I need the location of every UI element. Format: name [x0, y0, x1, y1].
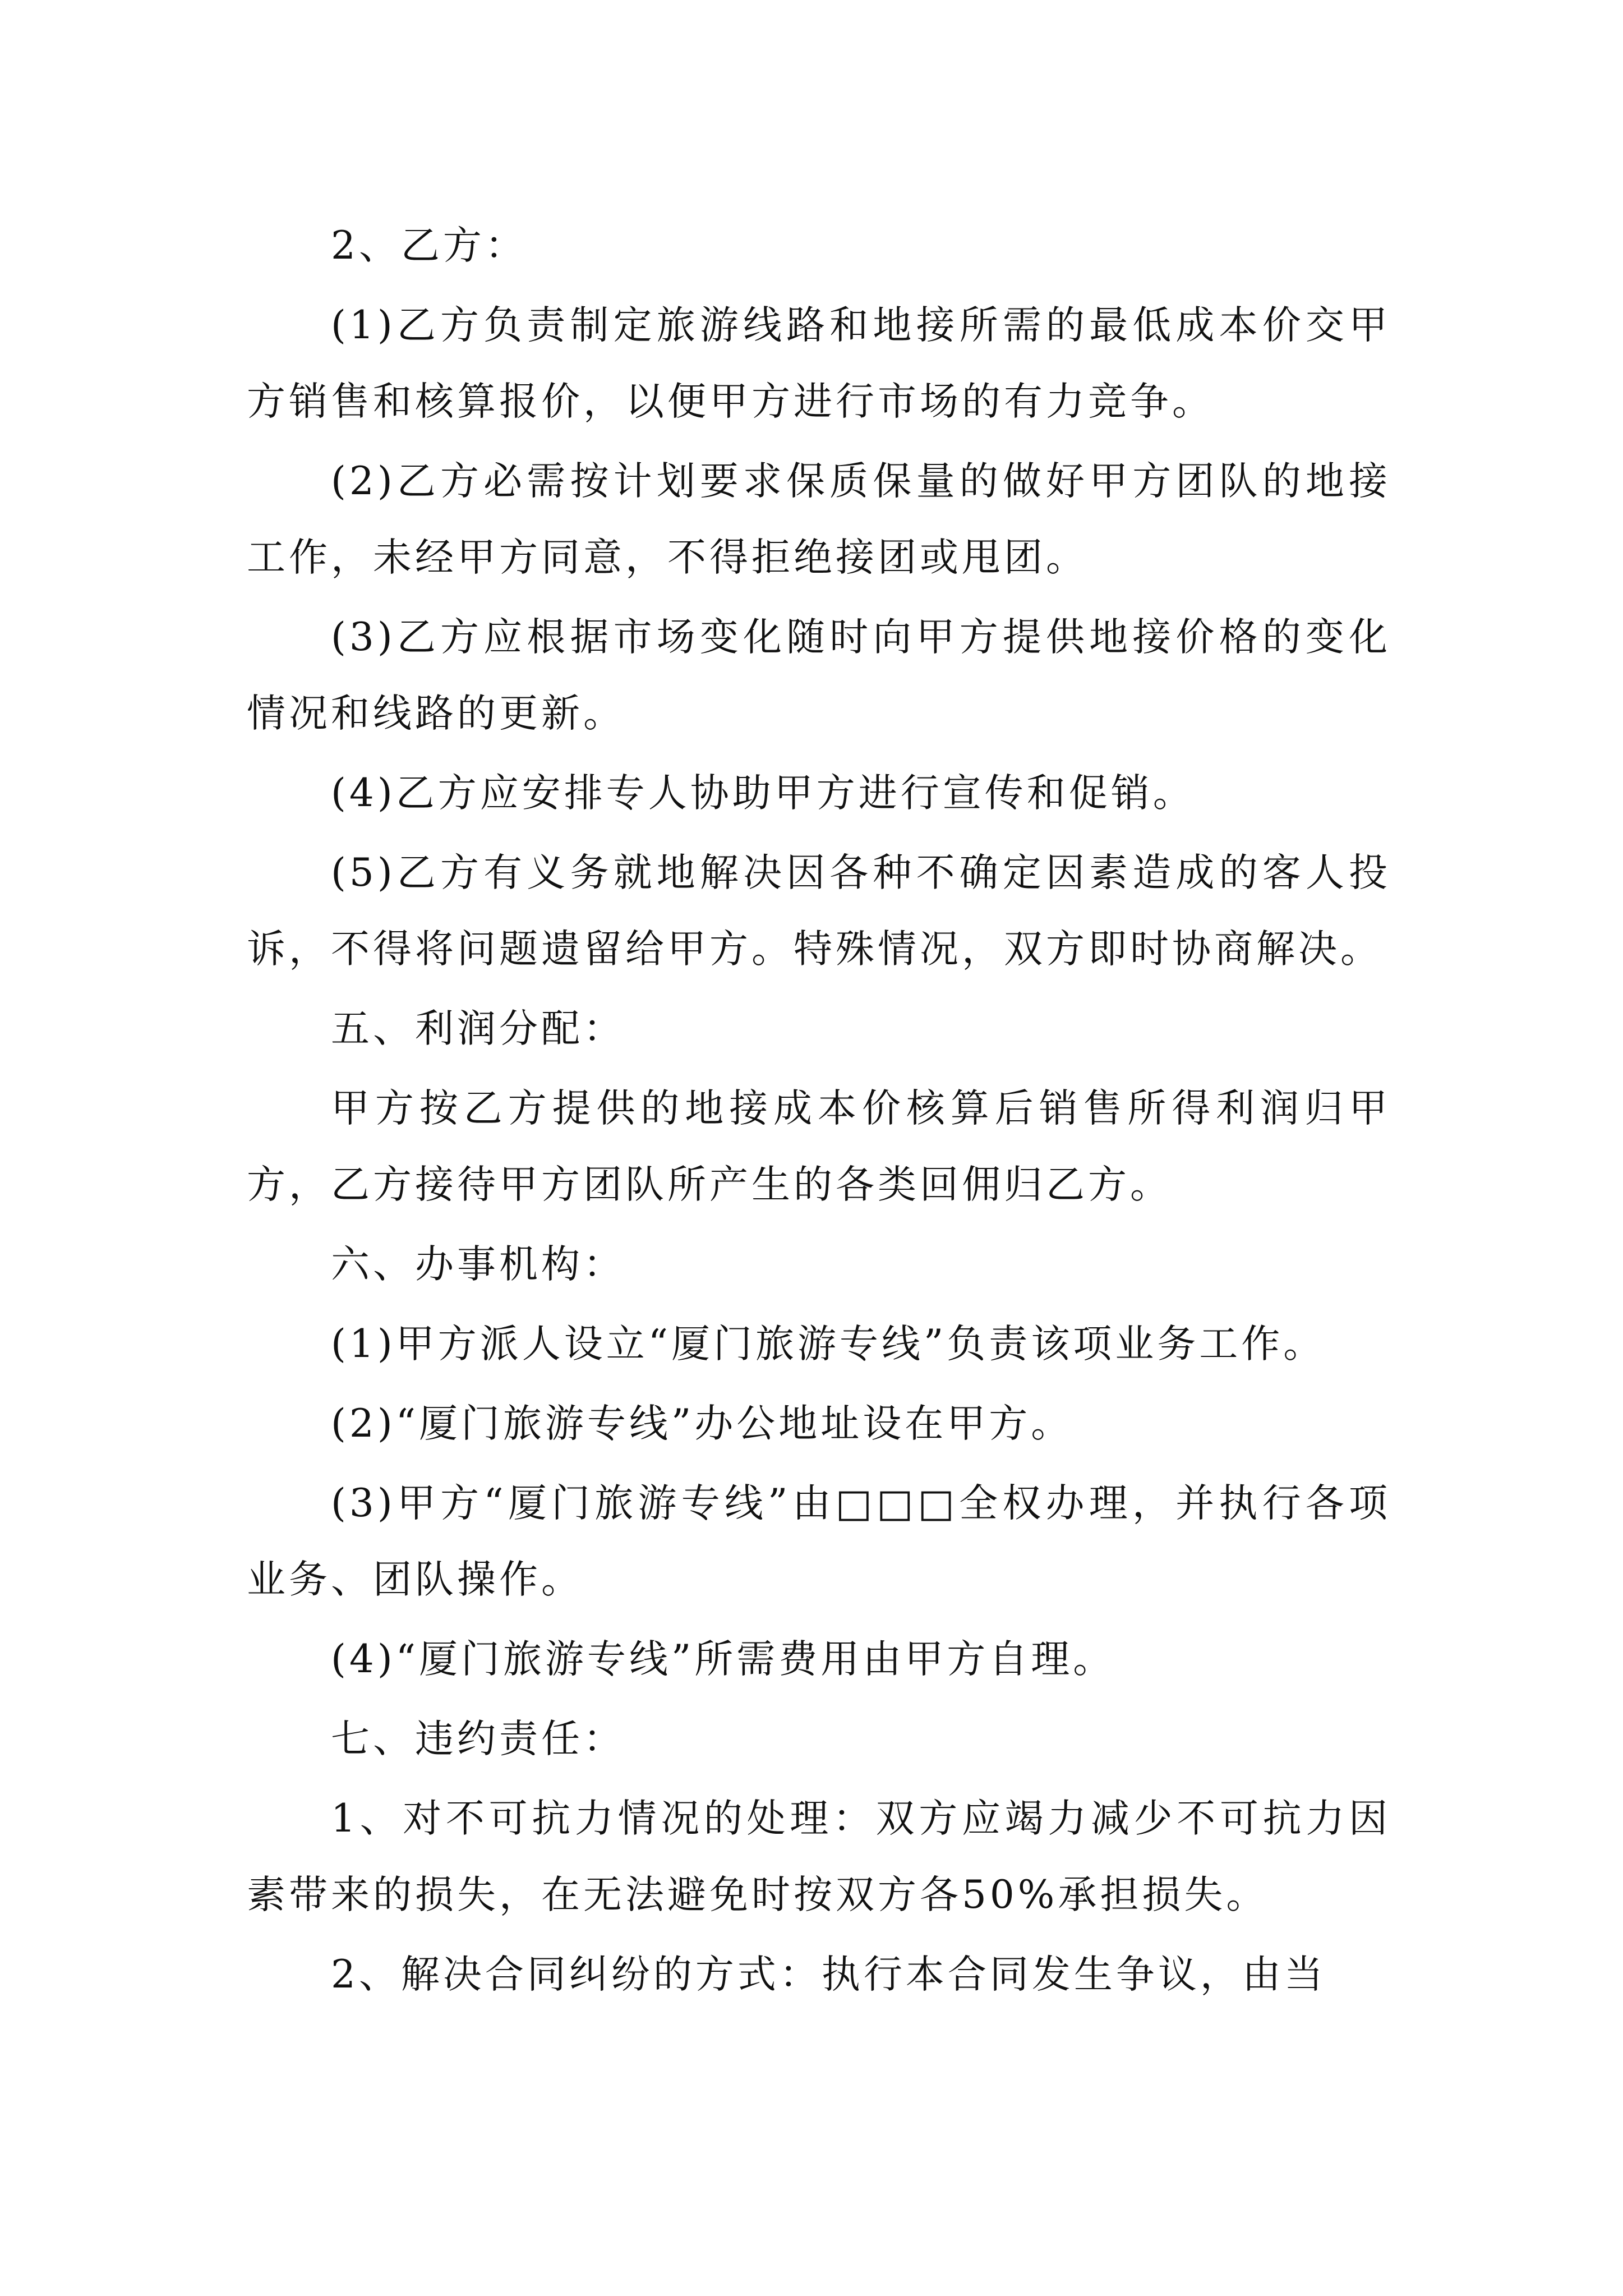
section-heading-profit-distribution: 五、利润分配：	[331, 1006, 625, 1051]
section-heading-liability: 七、违约责任：	[331, 1717, 625, 1761]
document-body	[247, 208, 1391, 2016]
paragraph-office-item-4: (4)“厦门旅游专线”所需费用由甲方自理。	[331, 1637, 1115, 1682]
paragraph-party-b-item-5: (5)乙方有义务就地解决因各种不确定因素造成的客人投诉，不得将问题遗留给甲方。特殊情况，双方即时协商解决。	[247, 850, 1391, 972]
paragraph-party-b-item-2: (2)乙方必需按计划要求保质保量的做好甲方团队的地接工作，未经甲方同意，不得拒绝接团或甩团。	[247, 459, 1391, 580]
paragraph-party-b-item-3: (3)乙方应根据市场变化随时向甲方提供地接价格的变化情况和线路的更新。	[247, 615, 1391, 736]
paragraph-liability-item-1: 1、对不可抗力情况的处理：双方应竭力减少不可抗力因素带来的损失，在无法避免时按双方各50%承担损失。	[247, 1796, 1391, 1917]
paragraph-party-b-heading: 2、乙方：	[331, 223, 527, 268]
paragraph-office-item-2: (2)“厦门旅游专线”办公地址设在甲方。	[331, 1401, 1073, 1446]
paragraph-office-item-3: (3)甲方“厦门旅游专线”由□□□全权办理，并执行各项业务、团队操作。	[247, 1481, 1391, 1602]
paragraph-party-b-item-4: (4)乙方应安排专人协助甲方进行宣传和促销。	[331, 771, 1195, 816]
section-heading-office: 六、办事机构：	[331, 1242, 625, 1287]
paragraph-office-item-1: (1)甲方派人设立“厦门旅游专线”负责该项业务工作。	[331, 1322, 1326, 1366]
paragraph-party-b-item-1: (1)乙方负责制定旅游线路和地接所需的最低成本价交甲方销售和核算报价，以便甲方进行市场的有力竞争。	[247, 303, 1391, 424]
paragraph-liability-item-2: 2、解决合同纠纷的方式：执行本合同发生争议，由当	[331, 1952, 1326, 1997]
paragraph-profit-distribution: 甲方按乙方提供的地接成本价核算后销售所得利润归甲方，乙方接待甲方团队所产生的各类回佣归乙方。	[247, 1086, 1391, 1207]
